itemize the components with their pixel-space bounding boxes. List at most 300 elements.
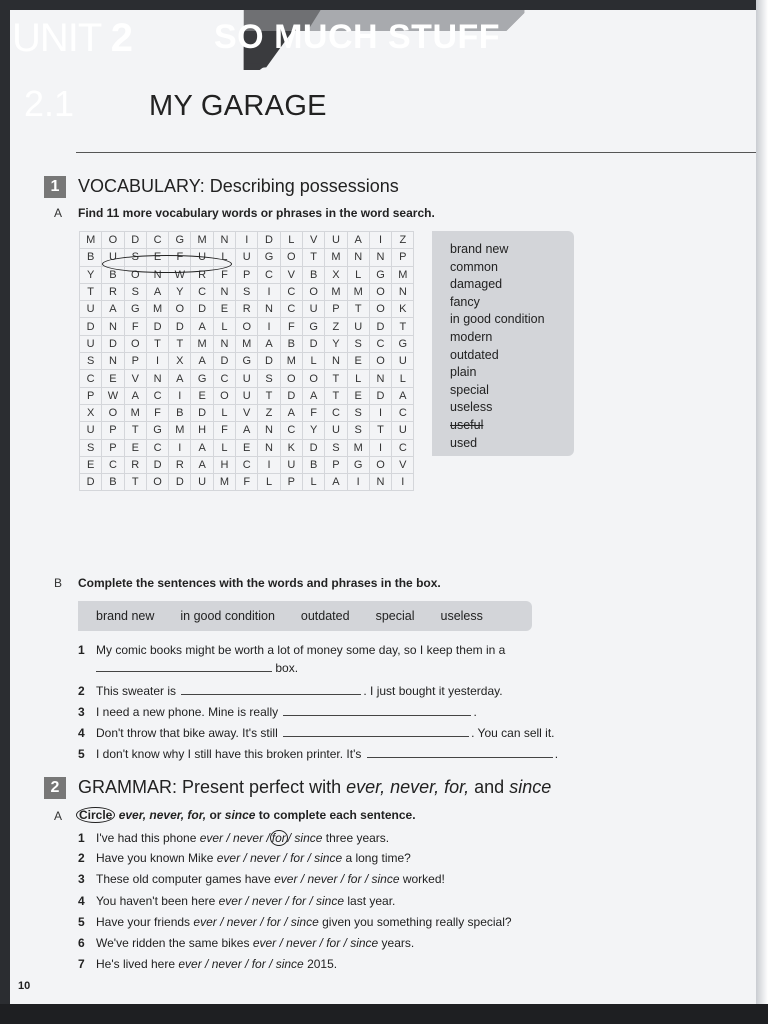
grid-cell[interactable]: L: [302, 474, 324, 491]
grid-cell[interactable]: S: [80, 439, 102, 456]
grammar-item: [78, 957, 337, 971]
grid-cell[interactable]: Y: [302, 422, 324, 439]
grid-cell[interactable]: C: [280, 422, 302, 439]
grid-cell[interactable]: U: [191, 249, 213, 266]
grid-cell[interactable]: U: [102, 249, 124, 266]
section-number-2: 2: [44, 777, 66, 799]
grid-cell[interactable]: R: [102, 283, 124, 300]
grid-cell[interactable]: I: [169, 439, 191, 456]
grid-cell[interactable]: B: [80, 249, 102, 266]
grid-row: [80, 422, 414, 439]
section-title-grammar: GRAMMAR: Present perfect with ever, never, for, and since: [78, 777, 552, 797]
grid-cell[interactable]: S: [325, 439, 347, 456]
option-choices[interactable]: ever / never / for / since: [218, 893, 345, 908]
grid-cell[interactable]: H: [213, 456, 235, 473]
grid-row: [80, 370, 414, 387]
grid-cell[interactable]: O: [369, 301, 391, 318]
grid-cell[interactable]: C: [369, 335, 391, 352]
grammar-item: [78, 915, 512, 929]
item-number: 1: [78, 643, 85, 657]
grid-cell[interactable]: D: [213, 353, 235, 370]
grid-cell[interactable]: A: [146, 283, 168, 300]
grid-cell[interactable]: Z: [392, 232, 414, 249]
grid-cell[interactable]: N: [392, 283, 414, 300]
grid-cell[interactable]: P: [236, 266, 258, 283]
grid-cell[interactable]: O: [280, 370, 302, 387]
grid-cell[interactable]: O: [302, 370, 324, 387]
grid-row: [80, 301, 414, 318]
grid-cell[interactable]: F: [236, 474, 258, 491]
grid-cell[interactable]: B: [302, 456, 324, 473]
grid-cell[interactable]: I: [146, 353, 168, 370]
grid-cell[interactable]: M: [325, 249, 347, 266]
grid-cell[interactable]: Z: [325, 318, 347, 335]
word-list-item: modern: [450, 329, 493, 344]
grid-cell[interactable]: D: [302, 335, 324, 352]
grid-cell[interactable]: N: [146, 370, 168, 387]
grid-cell[interactable]: D: [369, 387, 391, 404]
grid-cell[interactable]: E: [347, 387, 369, 404]
grid-cell[interactable]: G: [146, 422, 168, 439]
grid-cell[interactable]: M: [124, 404, 146, 421]
option-choices[interactable]: ever / never / for / since: [252, 936, 379, 950]
grammar-item: [78, 851, 411, 865]
grid-cell[interactable]: O: [369, 456, 391, 473]
grid-cell[interactable]: R: [191, 266, 213, 283]
grid-cell[interactable]: K: [280, 439, 302, 456]
page-number: 10: [18, 980, 31, 992]
grid-cell[interactable]: T: [325, 370, 347, 387]
answer-word-box: [78, 601, 532, 631]
sentence-text: Have your friends: [96, 914, 194, 929]
grid-cell[interactable]: V: [302, 232, 324, 249]
grid-cell[interactable]: N: [102, 353, 124, 370]
grid-cell[interactable]: N: [213, 335, 235, 352]
grid-cell[interactable]: W: [169, 266, 191, 283]
box-word: outdated: [300, 609, 350, 623]
part-letter-2a: A: [54, 809, 63, 823]
grid-cell[interactable]: T: [369, 422, 391, 439]
answer-blank[interactable]: [283, 735, 469, 737]
grid-row: [80, 232, 414, 249]
box-word: brand new: [96, 609, 155, 623]
grid-cell[interactable]: N: [347, 249, 369, 266]
grid-cell[interactable]: D: [191, 404, 213, 421]
grid-cell[interactable]: R: [236, 301, 258, 318]
grid-cell[interactable]: U: [80, 301, 102, 318]
grid-cell[interactable]: V: [124, 370, 146, 387]
circled-word-useful: [102, 255, 232, 273]
grid-cell[interactable]: R: [124, 456, 146, 473]
grid-cell[interactable]: I: [392, 474, 414, 491]
grid-cell[interactable]: M: [392, 266, 414, 283]
grid-cell[interactable]: N: [258, 301, 280, 318]
grid-cell[interactable]: O: [369, 283, 391, 300]
grid-cell[interactable]: F: [213, 266, 235, 283]
grammar-item: [78, 936, 414, 950]
item-number: 2: [78, 851, 85, 866]
grid-cell[interactable]: L: [258, 474, 280, 491]
word-list-item: used: [450, 435, 478, 450]
grid-cell[interactable]: X: [80, 404, 102, 421]
workbook-page: [10, 10, 758, 1004]
grid-cell[interactable]: A: [191, 439, 213, 456]
unit-label: UNIT 2: [12, 16, 132, 60]
grid-cell[interactable]: P: [325, 456, 347, 473]
grid-cell[interactable]: T: [124, 474, 146, 491]
unit-title: SO MUCH STUFF: [214, 18, 501, 56]
grid-cell[interactable]: D: [80, 318, 102, 335]
grid-cell[interactable]: U: [302, 301, 324, 318]
item-number: 5: [78, 914, 85, 929]
grid-cell[interactable]: N: [258, 422, 280, 439]
grid-cell[interactable]: U: [392, 422, 414, 439]
answer-blank[interactable]: [283, 714, 471, 716]
circled-option[interactable]: for: [271, 831, 286, 845]
grid-cell[interactable]: G: [369, 266, 391, 283]
grid-cell[interactable]: N: [146, 266, 168, 283]
grid-cell[interactable]: A: [102, 301, 124, 318]
grid-cell[interactable]: U: [280, 456, 302, 473]
grid-cell[interactable]: M: [80, 232, 102, 249]
grid-cell[interactable]: E: [213, 301, 235, 318]
grid-cell[interactable]: S: [347, 404, 369, 421]
grid-cell[interactable]: V: [236, 404, 258, 421]
grammar-item: [78, 872, 445, 886]
sentence-text: worked!: [399, 872, 445, 887]
grid-cell[interactable]: H: [191, 422, 213, 439]
grid-cell[interactable]: F: [213, 422, 235, 439]
grid-cell[interactable]: I: [258, 318, 280, 335]
grid-cell[interactable]: U: [236, 370, 258, 387]
grid-cell[interactable]: A: [325, 474, 347, 491]
grid-cell[interactable]: U: [80, 335, 102, 352]
option-choices[interactable]: ever / never / for / since: [193, 914, 319, 929]
grid-cell[interactable]: P: [80, 387, 102, 404]
box-word: in good condition: [180, 609, 275, 623]
word-list-item: outdated: [450, 347, 499, 362]
grid-cell[interactable]: A: [169, 370, 191, 387]
grid-cell[interactable]: L: [347, 370, 369, 387]
grid-cell[interactable]: M: [213, 474, 235, 491]
grid-cell[interactable]: G: [392, 335, 414, 352]
grid-cell[interactable]: C: [325, 404, 347, 421]
grid-row: [80, 387, 414, 404]
grid-cell[interactable]: E: [146, 249, 168, 266]
grid-cell[interactable]: A: [191, 456, 213, 473]
grid-cell[interactable]: S: [124, 249, 146, 266]
grid-cell[interactable]: D: [146, 318, 168, 335]
grid-cell[interactable]: E: [191, 387, 213, 404]
grid-cell[interactable]: A: [258, 335, 280, 352]
grid-cell[interactable]: N: [102, 318, 124, 335]
sentence-text: This sweater is: [96, 684, 177, 698]
grid-cell[interactable]: G: [258, 249, 280, 266]
sentence-text: . I just bought it yesterday.: [363, 684, 503, 698]
grid-cell[interactable]: N: [258, 439, 280, 456]
grid-cell[interactable]: Y: [325, 335, 347, 352]
grid-cell[interactable]: T: [80, 283, 102, 300]
grid-cell[interactable]: S: [347, 422, 369, 439]
grid-cell[interactable]: O: [124, 266, 146, 283]
option-choices[interactable]: ever / never / for / since: [178, 957, 304, 972]
grid-cell[interactable]: U: [347, 318, 369, 335]
grid-cell[interactable]: C: [146, 439, 168, 456]
grid-cell[interactable]: N: [369, 249, 391, 266]
grid-cell[interactable]: L: [213, 318, 235, 335]
grid-cell[interactable]: N: [213, 232, 235, 249]
grid-cell[interactable]: P: [124, 353, 146, 370]
grid-cell[interactable]: C: [280, 283, 302, 300]
grid-cell[interactable]: L: [280, 232, 302, 249]
sentence-text: given you something really special?: [318, 914, 512, 929]
grid-cell[interactable]: M: [347, 283, 369, 300]
grid-cell[interactable]: A: [280, 404, 302, 421]
sentence-text: These old computer games have: [96, 872, 275, 887]
grid-cell[interactable]: D: [102, 335, 124, 352]
grid-cell[interactable]: O: [369, 353, 391, 370]
grid-cell[interactable]: L: [213, 404, 235, 421]
grid-cell[interactable]: U: [325, 422, 347, 439]
grid-cell[interactable]: B: [302, 266, 324, 283]
grid-cell[interactable]: E: [236, 439, 258, 456]
grid-cell[interactable]: M: [169, 422, 191, 439]
grid-cell[interactable]: O: [146, 474, 168, 491]
grid-cell[interactable]: V: [392, 456, 414, 473]
grid-row: [80, 404, 414, 421]
grid-cell[interactable]: T: [258, 387, 280, 404]
grid-cell[interactable]: M: [280, 353, 302, 370]
grid-cell[interactable]: I: [258, 456, 280, 473]
grid-cell[interactable]: U: [80, 422, 102, 439]
grid-cell[interactable]: W: [102, 387, 124, 404]
grid-cell[interactable]: F: [146, 404, 168, 421]
grid-cell[interactable]: I: [236, 232, 258, 249]
grid-cell[interactable]: U: [191, 474, 213, 491]
lesson-number: 2.1: [24, 83, 75, 124]
grid-cell[interactable]: L: [213, 439, 235, 456]
grid-cell[interactable]: N: [213, 283, 235, 300]
item-number: 3: [78, 705, 85, 719]
grid-cell[interactable]: L: [392, 370, 414, 387]
sentence-text: I need a new phone. Mine is really: [96, 705, 279, 719]
grid-cell[interactable]: C: [280, 301, 302, 318]
grid-cell[interactable]: M: [146, 301, 168, 318]
grid-cell[interactable]: G: [302, 318, 324, 335]
grid-cell[interactable]: M: [325, 283, 347, 300]
grid-cell[interactable]: N: [369, 370, 391, 387]
sentence-text: Have you known Mike: [96, 851, 217, 866]
grid-cell[interactable]: I: [347, 474, 369, 491]
grid-cell[interactable]: L: [347, 266, 369, 283]
box-word: special: [375, 609, 415, 623]
grid-cell[interactable]: B: [169, 404, 191, 421]
grid-cell[interactable]: P: [325, 301, 347, 318]
grid-cell[interactable]: S: [124, 283, 146, 300]
answer-blank[interactable]: [96, 670, 272, 672]
grid-cell[interactable]: L: [302, 353, 324, 370]
grid-cell[interactable]: S: [347, 335, 369, 352]
grid-cell[interactable]: N: [325, 353, 347, 370]
grid-cell[interactable]: P: [392, 249, 414, 266]
grid-row: [80, 335, 414, 352]
grid-cell[interactable]: P: [102, 439, 124, 456]
grid-cell[interactable]: E: [102, 370, 124, 387]
grid-cell[interactable]: I: [369, 404, 391, 421]
grid-cell[interactable]: C: [191, 283, 213, 300]
grid-cell[interactable]: T: [146, 335, 168, 352]
grid-cell[interactable]: E: [80, 456, 102, 473]
grid-cell[interactable]: R: [169, 456, 191, 473]
grid-cell[interactable]: C: [392, 404, 414, 421]
sentence-text: years.: [378, 936, 415, 950]
grid-cell[interactable]: Y: [169, 283, 191, 300]
option-choices[interactable]: / since: [287, 831, 323, 845]
grid-cell[interactable]: A: [392, 387, 414, 404]
grid-cell[interactable]: V: [280, 266, 302, 283]
grid-cell[interactable]: D: [169, 474, 191, 491]
grid-cell[interactable]: G: [236, 353, 258, 370]
sentence-item: [78, 684, 503, 698]
grid-cell[interactable]: C: [146, 387, 168, 404]
section-title-vocabulary: VOCABULARY: Describing possessions: [78, 176, 399, 196]
grid-cell[interactable]: U: [236, 387, 258, 404]
grid-row: [80, 456, 414, 473]
grid-cell[interactable]: A: [347, 232, 369, 249]
grid-cell[interactable]: D: [258, 232, 280, 249]
answer-blank[interactable]: [367, 756, 553, 758]
grid-cell[interactable]: Y: [80, 266, 102, 283]
grid-cell[interactable]: M: [236, 335, 258, 352]
grid-cell[interactable]: M: [191, 232, 213, 249]
word-list-item: in good condition: [450, 312, 545, 327]
grid-cell[interactable]: C: [236, 456, 258, 473]
grid-cell[interactable]: G: [124, 301, 146, 318]
grid-cell[interactable]: S: [80, 353, 102, 370]
grid-cell[interactable]: S: [236, 283, 258, 300]
grid-cell[interactable]: X: [325, 266, 347, 283]
grid-cell[interactable]: K: [392, 301, 414, 318]
grid-cell[interactable]: A: [124, 387, 146, 404]
grid-cell[interactable]: N: [369, 474, 391, 491]
grid-cell[interactable]: M: [347, 439, 369, 456]
word-list-item: brand new: [450, 242, 509, 256]
grid-cell[interactable]: E: [124, 439, 146, 456]
grid-cell[interactable]: D: [258, 353, 280, 370]
grid-cell[interactable]: C: [146, 232, 168, 249]
grid-cell[interactable]: O: [213, 387, 235, 404]
grid-cell[interactable]: O: [236, 318, 258, 335]
sentence-text: .: [473, 705, 477, 719]
grid-cell[interactable]: F: [280, 318, 302, 335]
grid-cell[interactable]: T: [347, 301, 369, 318]
grid-cell[interactable]: D: [369, 318, 391, 335]
grid-cell[interactable]: G: [169, 232, 191, 249]
grid-cell[interactable]: G: [191, 370, 213, 387]
grid-cell[interactable]: D: [302, 439, 324, 456]
grid-cell[interactable]: O: [280, 249, 302, 266]
option-choices[interactable]: ever / never / for / since: [216, 851, 343, 866]
grid-cell[interactable]: T: [124, 422, 146, 439]
grid-cell[interactable]: D: [169, 318, 191, 335]
grid-cell[interactable]: C: [102, 456, 124, 473]
option-choices[interactable]: ever / never /: [199, 831, 270, 845]
grid-cell[interactable]: O: [124, 335, 146, 352]
grid-cell[interactable]: O: [102, 404, 124, 421]
grammar-item: [78, 830, 389, 846]
grid-cell[interactable]: P: [280, 474, 302, 491]
grid-cell[interactable]: C: [213, 370, 235, 387]
item-number: 6: [78, 936, 85, 950]
answer-blank[interactable]: [181, 693, 361, 695]
grid-cell[interactable]: A: [236, 422, 258, 439]
item-number: 5: [78, 747, 85, 761]
grid-cell[interactable]: X: [169, 353, 191, 370]
option-choices[interactable]: ever / never / for / since: [274, 872, 400, 887]
circled-instruction-word: Circle: [76, 807, 115, 823]
grid-cell[interactable]: B: [280, 335, 302, 352]
word-list-box: [432, 231, 574, 456]
item-number: 7: [78, 957, 85, 972]
grid-cell[interactable]: T: [169, 335, 191, 352]
grid-cell[interactable]: I: [258, 283, 280, 300]
grid-cell[interactable]: D: [146, 456, 168, 473]
grid-cell[interactable]: T: [392, 318, 414, 335]
grid-cell[interactable]: F: [124, 318, 146, 335]
grid-cell[interactable]: T: [302, 249, 324, 266]
sentence-text: He's lived here: [96, 957, 179, 972]
grid-cell[interactable]: F: [302, 404, 324, 421]
grid-cell[interactable]: M: [191, 335, 213, 352]
grid-cell[interactable]: U: [325, 232, 347, 249]
grid-cell[interactable]: D: [191, 301, 213, 318]
grid-cell[interactable]: E: [347, 353, 369, 370]
grid-cell[interactable]: Z: [258, 404, 280, 421]
grid-row: [80, 318, 414, 335]
grid-cell[interactable]: T: [325, 387, 347, 404]
grid-cell[interactable]: F: [169, 249, 191, 266]
grid-cell[interactable]: S: [258, 370, 280, 387]
grid-cell[interactable]: B: [102, 266, 124, 283]
grid-cell[interactable]: O: [102, 232, 124, 249]
word-list-item: common: [450, 259, 498, 274]
grid-cell[interactable]: P: [102, 422, 124, 439]
part-letter-1b: B: [54, 576, 63, 590]
grid-cell[interactable]: C: [80, 370, 102, 387]
grid-cell[interactable]: G: [347, 456, 369, 473]
grid-cell[interactable]: I: [369, 439, 391, 456]
grid-cell[interactable]: U: [236, 249, 258, 266]
grid-cell[interactable]: C: [258, 266, 280, 283]
grid-cell[interactable]: A: [191, 353, 213, 370]
grid-cell[interactable]: D: [280, 387, 302, 404]
grid-cell[interactable]: O: [302, 283, 324, 300]
grid-cell[interactable]: B: [102, 474, 124, 491]
word-list-item: fancy: [450, 294, 480, 309]
grid-cell[interactable]: D: [80, 474, 102, 491]
header-rule: [76, 152, 758, 153]
grid-cell[interactable]: I: [169, 387, 191, 404]
grid-cell[interactable]: I: [369, 232, 391, 249]
word-list-item: useful: [450, 417, 484, 432]
grid-cell[interactable]: U: [392, 353, 414, 370]
grid-cell[interactable]: A: [191, 318, 213, 335]
grid-cell[interactable]: C: [392, 439, 414, 456]
grid-cell[interactable]: A: [302, 387, 324, 404]
grid-cell[interactable]: O: [169, 301, 191, 318]
grid-cell[interactable]: D: [124, 232, 146, 249]
grid-cell[interactable]: L: [213, 249, 235, 266]
